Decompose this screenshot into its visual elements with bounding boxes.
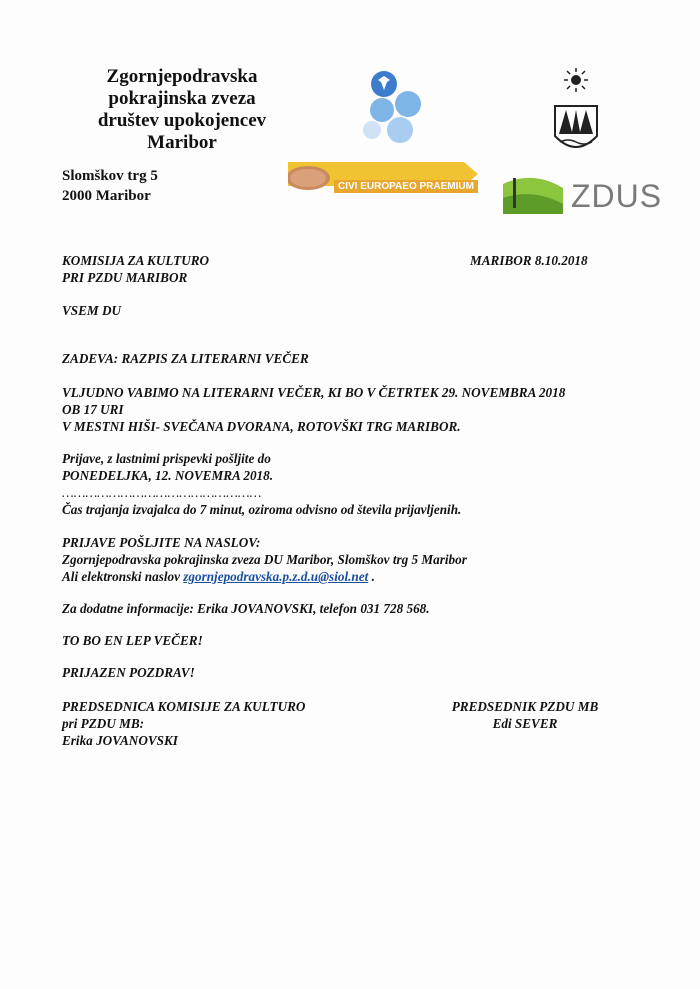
letter-date: MARIBOR 8.10.2018 — [470, 253, 588, 268]
closing-line-1: TO BO EN LEP VEČER! — [62, 633, 203, 648]
zdus-label: ZDUS — [571, 178, 663, 214]
application-line-1: Prijave, z lastnimi prispevki pošljite do — [62, 451, 271, 466]
subject-line: ZADEVA: RAZPIS ZA LITERARNI VEČER — [62, 351, 309, 366]
zdus-logo — [503, 174, 663, 214]
address-street: Slomškov trg 5 — [62, 168, 158, 184]
contact-info: Za dodatne informacije: Erika JOVANOVSKI, telefon 031 728 568. — [62, 601, 430, 616]
circles-logo — [360, 62, 430, 147]
application-block — [62, 450, 461, 518]
sig-right-line-1: PREDSEDNIK PZDU MB — [451, 699, 599, 714]
municipal-emblem-icon — [550, 66, 602, 158]
email-line — [62, 568, 467, 585]
recipient: VSEM DU — [62, 303, 121, 318]
banner-label: CIVI EUROPAEO PRAEMIUM — [334, 180, 478, 193]
signature-right — [440, 698, 610, 732]
org-line-2: pokrajinska zveza — [108, 88, 256, 109]
send-address: Zgornjepodravska pokrajinska zveza DU Maribor, Slomškov trg 5 Maribor — [62, 552, 467, 567]
sender-block — [62, 252, 209, 286]
sig-left-line-2: pri PZDU MB: — [62, 716, 145, 731]
invite-line-1: VLJUDNO VABIMO NA LITERARNI VEČER, KI BO V ČETRTEK 29. NOVEMBRA 2018 — [62, 385, 566, 400]
invite-line-2: OB 17 URI — [62, 402, 124, 417]
organization-address — [62, 166, 158, 206]
duration-note: Čas trajanja izvajalca do 7 minut, oziroma odvisno od števila prijavljenih. — [62, 502, 462, 517]
send-heading: PRIJAVE POŠLJITE NA NASLOV: — [62, 535, 261, 550]
address-city: 2000 Maribor — [62, 188, 151, 204]
invite-line-3: V MESTNI HIŠI- SVEČANA DVORANA, ROTOVŠKI TRG MARIBOR. — [62, 419, 461, 434]
application-line-2: PONEDELJKA, 12. NOVEMRA 2018. — [62, 468, 274, 483]
sig-left-line-3: Erika JOVANOVSKI — [62, 733, 178, 748]
email-prefix: Ali elektronski naslov — [62, 569, 184, 584]
sender-line-2: PRI PZDU MARIBOR — [62, 270, 188, 285]
sig-left-line-1: PREDSEDNICA KOMISIJE ZA KULTURO — [62, 699, 306, 714]
civi-europaeo-banner — [288, 158, 478, 200]
org-line-1: Zgornjepodravska — [106, 66, 258, 87]
sig-right-line-2: Edi SEVER — [492, 716, 558, 731]
dotted-separator: …………………………………………… — [62, 485, 262, 500]
invitation-block — [62, 384, 565, 435]
org-line-3: društev upokojencev — [97, 110, 267, 131]
email-link[interactable]: zgornjepodravska.p.z.d.u@siol.net — [183, 569, 369, 584]
signature-left — [62, 698, 305, 749]
org-line-4: Maribor — [147, 132, 217, 153]
send-address-block — [62, 534, 467, 585]
email-suffix: . — [368, 569, 375, 584]
sender-line-1: KOMISIJA ZA KULTURO — [62, 253, 210, 268]
closing-line-2: PRIJAZEN POZDRAV! — [62, 665, 195, 680]
organization-name — [62, 66, 302, 154]
